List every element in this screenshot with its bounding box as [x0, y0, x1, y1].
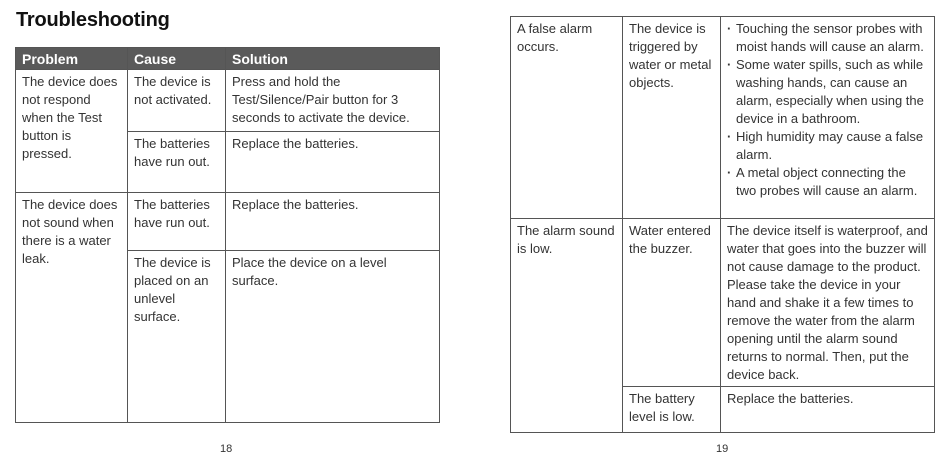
header-solution: Solution [226, 48, 440, 70]
table-row [16, 70, 440, 132]
problem-cell: A false alarm occurs. [511, 17, 623, 219]
list-item: · Some water spills, such as while washing hands, can cause an alarm, especially when using the device in a bathroom. [727, 56, 928, 128]
cause-cell: The device is triggered by water or metal objects. [623, 17, 721, 219]
table-row [511, 17, 935, 219]
solution-cell: The device itself is waterproof, and water that goes into the buzzer will not cause damage to the product. Please take the device in your hand and shake it a few times to remove the water from the alarm opening until the alarm sound returns to normal. Then, put the device back. [721, 219, 935, 387]
solution-cell: Replace the batteries. [226, 132, 440, 193]
page-number-right: 19 [716, 443, 729, 455]
solution-cell: Replace the batteries. [226, 193, 440, 251]
solution-cell [721, 17, 935, 219]
problem-cell: The device does not respond when the Test button is pressed. [16, 70, 128, 193]
table-row [16, 193, 440, 251]
list-item: · Touching the sensor probes with moist hands will cause an alarm. [727, 20, 928, 56]
troubleshooting-table-right [510, 16, 935, 433]
page-title: Troubleshooting [16, 9, 170, 31]
header-problem: Problem [16, 48, 128, 70]
cause-cell: The device is placed on an unlevel surface. [128, 251, 226, 423]
troubleshooting-table-left [15, 47, 440, 423]
cause-cell: Water entered the buzzer. [623, 219, 721, 387]
problem-cell: The device does not sound when there is a water leak. [16, 193, 128, 423]
solution-bullet-list [727, 20, 928, 200]
cause-cell: The device is not activated. [128, 70, 226, 132]
list-item: · High humidity may cause a false alarm. [727, 128, 928, 164]
cause-cell: The batteries have run out. [128, 193, 226, 251]
solution-cell: Place the device on a level surface. [226, 251, 440, 423]
problem-cell: The alarm sound is low. [511, 219, 623, 433]
table-header-row [16, 48, 440, 70]
page-number-left: 18 [220, 443, 233, 455]
cause-cell: The batteries have run out. [128, 132, 226, 193]
table-row [511, 219, 935, 387]
list-item: · A metal object connecting the two probes will cause an alarm. [727, 164, 928, 200]
solution-cell: Press and hold the Test/Silence/Pair button for 3 seconds to activate the device. [226, 70, 440, 132]
cause-cell: The battery level is low. [623, 387, 721, 433]
solution-cell: Replace the batteries. [721, 387, 935, 433]
header-cause: Cause [128, 48, 226, 70]
